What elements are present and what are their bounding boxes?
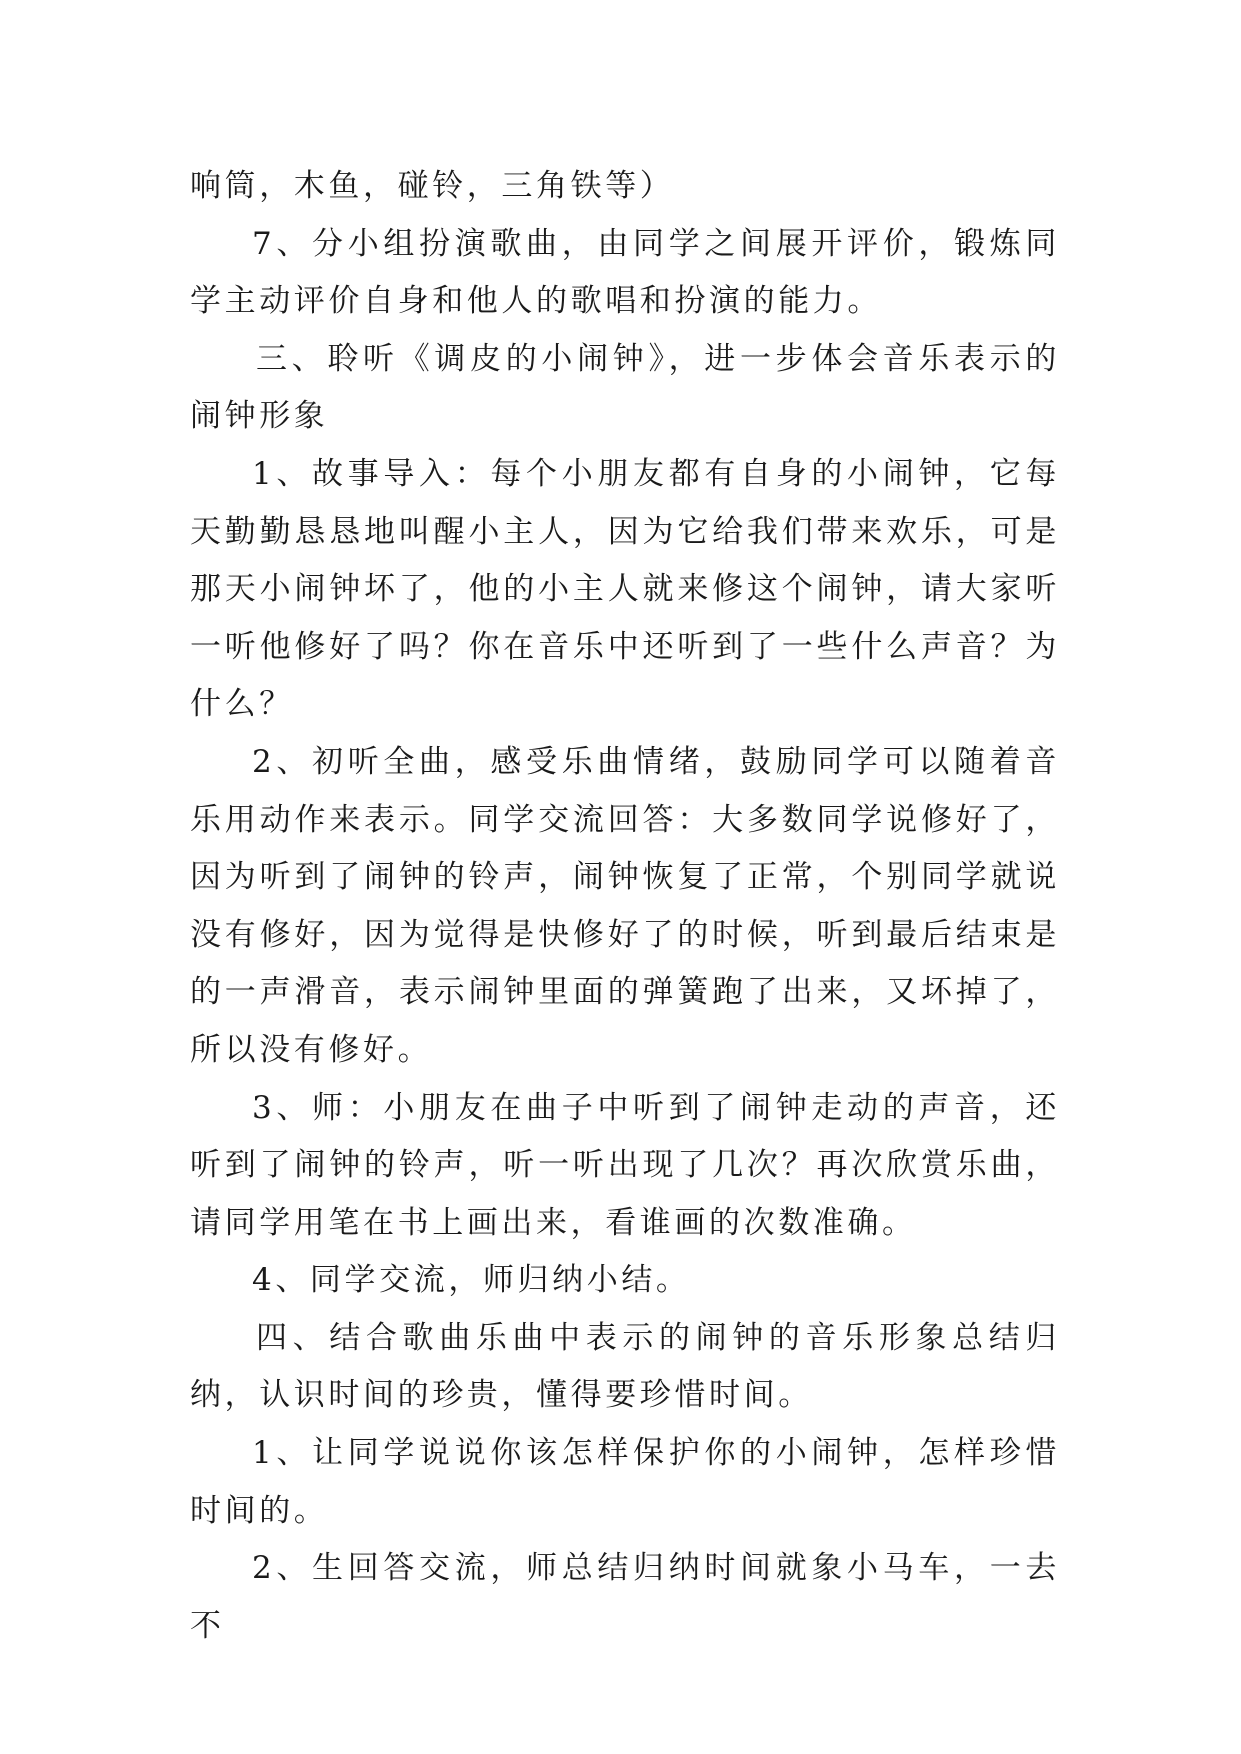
paragraph-step-2-listen: 2、初听全曲，感受乐曲情绪，鼓励同学可以随着音乐用动作来表示。同学交流回答：大多数同学说修好了，因为听到了闹钟的铃声，闹钟恢复了正常，个别同学就说没有修好，因为觉得是快修好了的时候，听到最后结束是的一声滑音，表示闹钟里面的弹簧跑了出来，又坏掉了，所以没有修好。 [190,743,1060,1068]
paragraph-step-2-answer: 2、生回答交流，师总结归纳时间就象小马车，一去不 [190,1550,1060,1644]
paragraph-step-3-teacher: 3、师：小朋友在曲子中听到了闹钟走动的声音，还听到了闹钟的铃声，听一听出现了几次？再次欣赏乐曲，请同学用笔在书上画出来，看谁画的次数准确。 [190,1089,1060,1241]
paragraph-step-1-story: 1、故事导入：每个小朋友都有自身的小闹钟，它每天勤勤恳恳地叫醒小主人，因为它给我们带来欢乐，可是那天小闹钟坏了，他的小主人就来修这个闹钟，请大家听一听他修好了吗？你在音乐中还听到了一些什么声音？为什么？ [190,455,1060,723]
section-heading-4: 四、结合歌曲乐曲中表示的闹钟的音乐形象总结归纳，认识时间的珍贵，懂得要珍惜时间。 [190,1319,1060,1414]
paragraph-step-4-summary: 4、同学交流，师归纳小结。 [252,1262,691,1299]
section-heading-3: 三、聆听《调皮的小闹钟》，进一步体会音乐表示的闹钟形象 [190,340,1060,435]
document-body [190,158,1060,1655]
paragraph-step-1-protect: 1、让同学说说你该怎样保护你的小闹钟，怎样珍惜时间的。 [190,1435,1060,1529]
paragraph-instruments-continued: 响筒，木鱼，碰铃，三角铁等） [190,168,675,204]
paragraph-step-7: 7、分小组扮演歌曲，由同学之间展开评价，锻炼同学主动评价自身和他人的歌唱和扮演的能力。 [190,225,1060,320]
